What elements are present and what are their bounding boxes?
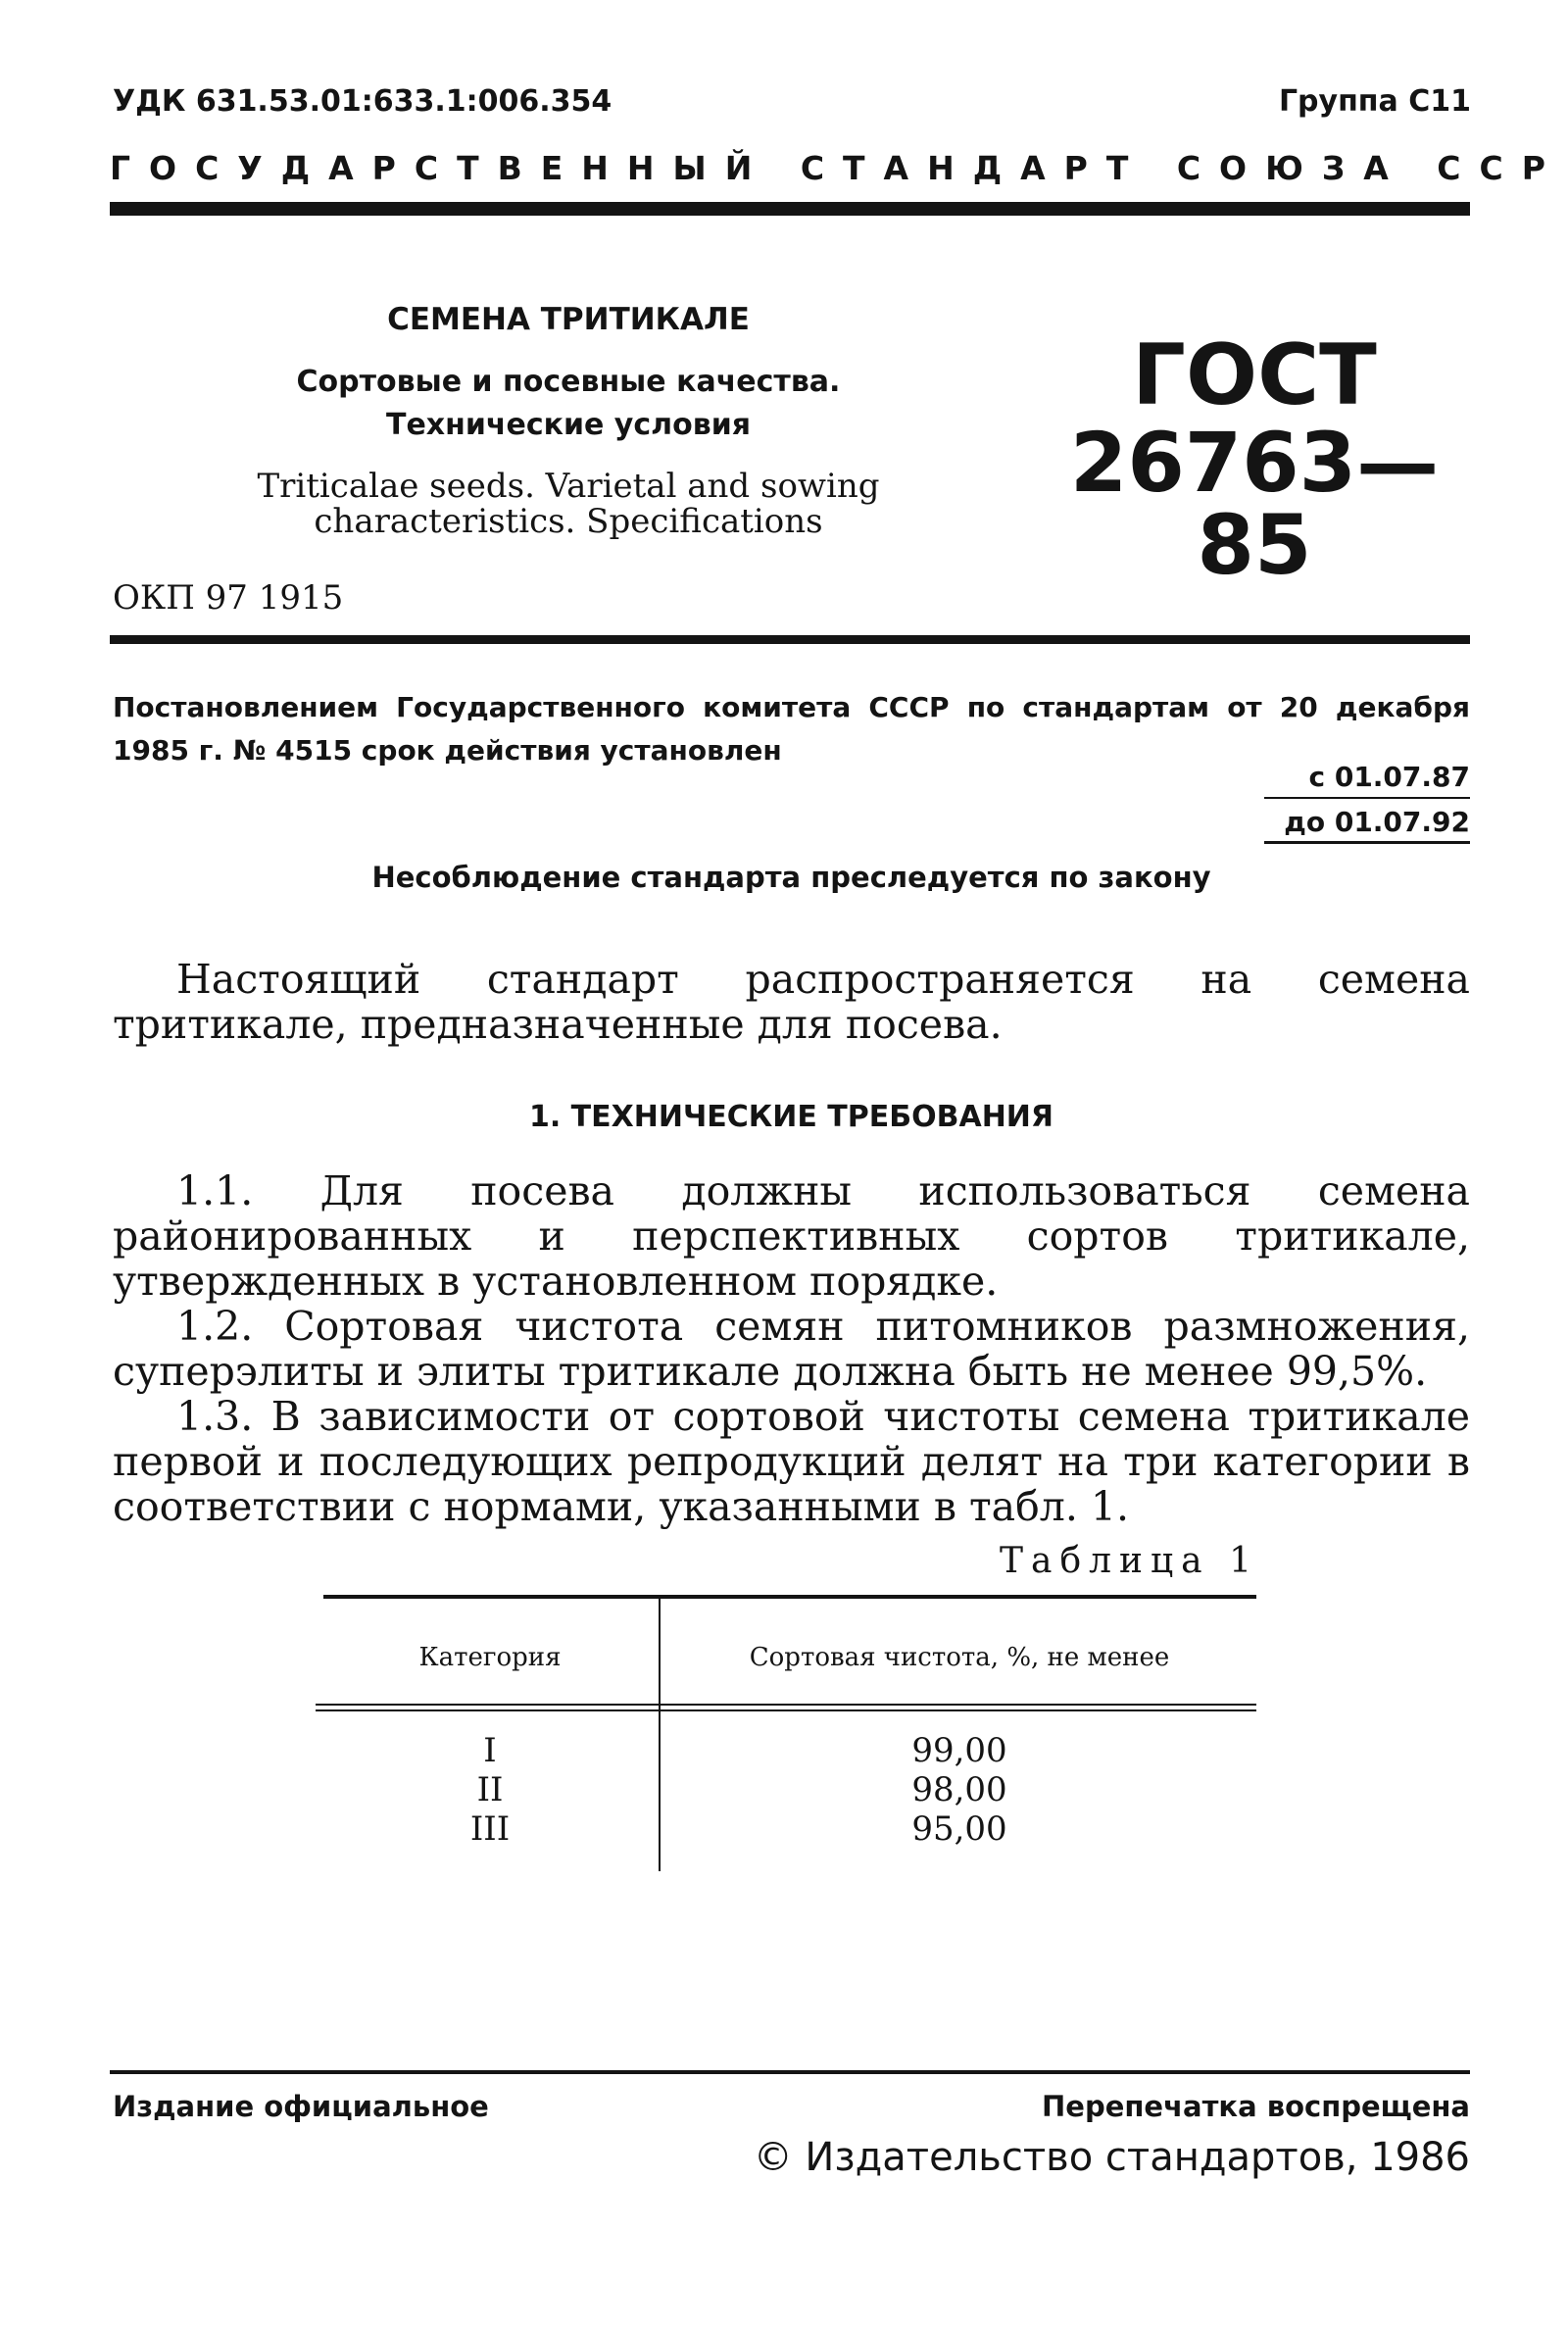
document-title: СЕМЕНА ТРИТИКАЛЕ xyxy=(387,302,750,337)
udk-code: УДК 631.53.01:633.1:006.354 xyxy=(113,84,612,119)
decree-text: Постановлением Государственного комитета СССР по стандартам от 20 декабря 1985 г. № 4515 срок действия установлен xyxy=(113,691,1470,767)
english-title-line-2: characteristics. Specifications xyxy=(314,502,823,541)
intro-text: Настоящий стандарт распространяется на семена тритикале, предназначенные для посева. xyxy=(113,956,1470,1048)
footer-rule xyxy=(110,2070,1470,2074)
table-row xyxy=(323,1809,1256,1849)
reprint-prohibited: Перепечатка воспрещена xyxy=(1042,2090,1470,2123)
table-cell-purity: 98,00 xyxy=(911,1770,1007,1809)
validity-from-underline xyxy=(1264,797,1470,799)
table-header-category: Категория xyxy=(418,1643,562,1672)
intro-paragraph xyxy=(113,957,1470,1047)
validity-to-underline xyxy=(1264,841,1470,844)
gost-number: 26763—85 xyxy=(1069,415,1440,593)
table-cell-purity: 99,00 xyxy=(911,1731,1007,1770)
table-caption: Таблица 1 xyxy=(1000,1541,1259,1581)
validity-from: с 01.07.87 xyxy=(1308,761,1470,793)
table-header-rule-2 xyxy=(316,1709,1256,1711)
paragraph-1-3-text: 1.3. В зависимости от сортовой чистоты семена тритикале первой и последующих репродукций делят на три категории в соответствии с нормами, указанными в табл. 1. xyxy=(113,1393,1470,1530)
copyright: © Издательство стандартов, 1986 xyxy=(753,2135,1470,2180)
legal-warning: Несоблюдение стандарта преследуется по закону xyxy=(371,861,1211,894)
paragraph-1-2-text: 1.2. Сортовая чистота семян питомников размножения, суперэлиты и элиты тритикале должна быть не менее 99,5%. xyxy=(113,1303,1470,1395)
table-cell-category: I xyxy=(483,1731,497,1770)
official-edition: Издание официальное xyxy=(113,2090,489,2123)
state-standard-heading: ГОСУДАРСТВЕННЫЙ СТАНДАРТ СОЮЗА ССР xyxy=(110,149,1564,187)
table-cell-category: II xyxy=(476,1770,504,1809)
table-top-rule xyxy=(323,1595,1256,1599)
paragraph-1-1-text: 1.1. Для посева должны использоваться семена районированных и перспективных сортов тритикале, утвержденных в установленном порядке. xyxy=(113,1167,1470,1305)
paragraph-1-3 xyxy=(113,1394,1470,1529)
okp-code: ОКП 97 1915 xyxy=(113,578,344,618)
table-body xyxy=(323,1731,1256,1849)
table-row xyxy=(323,1770,1256,1809)
subtitle-line-2: Технические условия xyxy=(386,408,751,442)
table-cell-purity: 95,00 xyxy=(911,1809,1007,1849)
validity-to: до 01.07.92 xyxy=(1284,806,1470,838)
table-header-rule xyxy=(316,1704,1256,1706)
paragraph-1-2 xyxy=(113,1304,1470,1394)
group-code: Группа С11 xyxy=(1278,84,1471,119)
header-rule xyxy=(110,202,1470,216)
subtitle-line-1: Сортовые и посевные качества. xyxy=(296,365,841,399)
title-rule xyxy=(110,635,1470,644)
table-header-purity: Сортовая чистота, %, не менее xyxy=(749,1643,1170,1672)
english-title-line-1: Triticalae seeds. Varietal and sowing xyxy=(257,467,880,506)
table-cell-category: III xyxy=(469,1809,511,1849)
table-row xyxy=(323,1731,1256,1770)
paragraph-1-1 xyxy=(113,1168,1470,1304)
gost-label: ГОСТ xyxy=(1132,326,1377,424)
section-1-heading: 1. ТЕХНИЧЕСКИЕ ТРЕБОВАНИЯ xyxy=(528,1100,1054,1134)
